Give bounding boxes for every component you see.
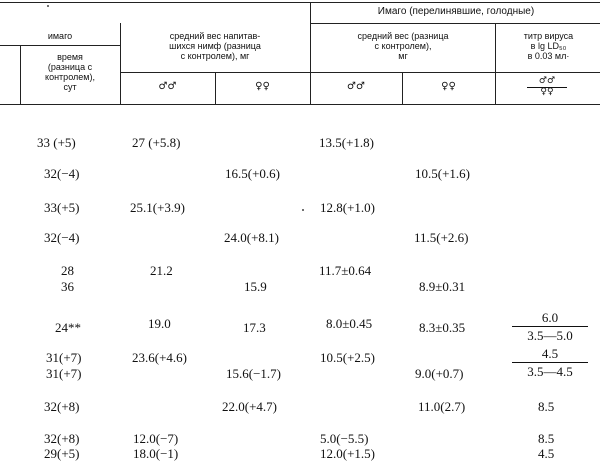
cell-imago-males: 5.0(−5.5) — [320, 431, 369, 446]
cell-nymph-females: 17.3 — [243, 320, 266, 335]
cell-virus-titer-range — [512, 310, 588, 343]
cell-imago-females: 11.0(2.7) — [418, 399, 466, 414]
header-ratio-males: ♂♂ — [527, 77, 567, 88]
header-virus-titer: титр вируса в lg LD₅₀ в 0.03 мл· — [523, 31, 574, 61]
cell-nymph-males: 27 (+5.8) — [132, 135, 181, 150]
cell-nymph-females: 16.5(+0.6) — [225, 166, 280, 181]
titer-value: 4.5 — [512, 346, 588, 363]
scan-dot — [47, 5, 49, 7]
cell-time: 29(+5) — [44, 446, 80, 461]
cell-nymph-females: 15.6(−1.7) — [226, 366, 281, 381]
cell-time: 33 (+5) — [37, 135, 76, 150]
header-imago-males: ♂♂ — [347, 81, 365, 92]
cell-imago-females: 9.0(+0.7) — [415, 366, 464, 381]
header-avg-weight-imago: средний вес (разница с контролем), мг — [357, 31, 449, 61]
header-sex-ratio — [527, 77, 567, 97]
cell-imago-females: 10.5(+1.6) — [415, 166, 470, 181]
header-imago-rule — [0, 45, 120, 46]
cell-imago-females: 8.3±0.35 — [419, 320, 466, 335]
cell-time: 33(+5) — [44, 200, 80, 215]
cell-nymph-males: 23.6(+4.6) — [132, 350, 187, 365]
cell-imago-males: 13.5(+1.8) — [319, 135, 374, 150]
header-time: время (разница с контролем), сут — [45, 52, 95, 92]
cell-imago-males: 12.0(+1.5) — [320, 446, 375, 461]
cell-time: 28 — [61, 263, 74, 278]
header-bottom-rule — [0, 104, 600, 105]
cell-imago-females: 8.9±0.31 — [419, 279, 466, 294]
header-nymph-females: ♀♀ — [255, 81, 270, 92]
header-imago-fed-rule — [310, 23, 600, 24]
header-top-rule — [0, 2, 600, 3]
cell-time: 32(−4) — [44, 230, 80, 245]
cell-time: 24** — [55, 320, 81, 335]
cell-virus-titer: 8.5 — [538, 399, 555, 414]
cell-virus-titer-range — [512, 346, 588, 379]
header-imago-fed: Имаго (перелинявшие, голодные) — [377, 6, 535, 17]
header-sex-rule — [120, 72, 600, 73]
scan-dot — [302, 209, 304, 211]
titer-value: 6.0 — [512, 310, 588, 327]
cell-imago-males: 12.8(+1.0) — [320, 200, 375, 215]
cell-virus-titer: 4.5 — [538, 446, 555, 461]
header-ratio-females: ♀♀ — [540, 87, 554, 97]
cell-imago-males: 11.7±0.64 — [319, 263, 372, 278]
cell-nymph-males: 25.1(+3.9) — [130, 200, 185, 215]
header-nymph-males: ♂♂ — [158, 81, 177, 92]
cell-imago-males: 10.5(+2.5) — [320, 350, 375, 365]
cell-nymph-males: 12.0(−7) — [133, 431, 179, 446]
cell-nymph-females: 24.0(+8.1) — [224, 230, 279, 245]
cell-nymph-females: 22.0(+4.7) — [222, 399, 277, 414]
cell-nymph-males: 18.0(−1) — [133, 446, 179, 461]
header-avg-weight-nymphs: средний вес напитав- шихся нимф (разница с контролем), мг — [169, 31, 261, 61]
cell-time: 31(+7) — [46, 366, 82, 381]
cell-nymph-males: 21.2 — [150, 263, 173, 278]
header-divider-5 — [495, 23, 496, 104]
cell-time: 32(+8) — [44, 431, 80, 446]
header-imago: имаго — [47, 31, 73, 41]
cell-time: 31(+7) — [46, 350, 82, 365]
header-imago-females: ♀♀ — [441, 81, 456, 92]
cell-time: 32(+8) — [44, 399, 80, 414]
cell-nymph-females: 15.9 — [244, 279, 267, 294]
cell-imago-males: 8.0±0.45 — [326, 316, 373, 331]
titer-range: 3.5—5.0 — [527, 328, 573, 343]
cell-virus-titer: 8.5 — [538, 431, 555, 446]
header-divider-6 — [20, 45, 21, 104]
titer-range: 3.5—4.5 — [527, 364, 573, 379]
cell-imago-females: 11.5(+2.6) — [414, 230, 469, 245]
cell-time: 32(−4) — [44, 166, 80, 181]
cell-nymph-males: 19.0 — [148, 316, 171, 331]
cell-time: 36 — [61, 279, 74, 294]
